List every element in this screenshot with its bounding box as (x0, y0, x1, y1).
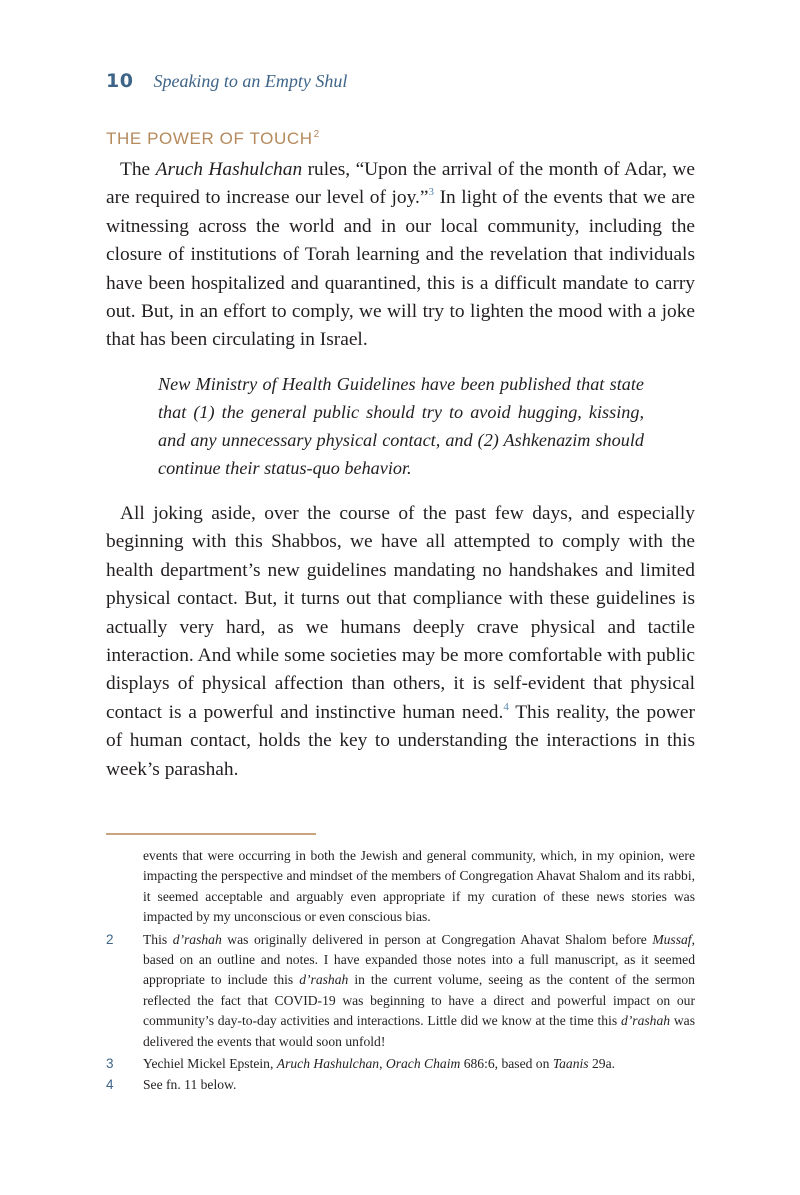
footnote-number: 3 (106, 1056, 114, 1072)
text-run: This reality, the power of human contact, holds the key to understanding the interactions in this week’s parashah. (106, 701, 695, 780)
text-run: rules, “Upon the arrival of the month of Adar, we are required to increase our level of joy.” (106, 159, 695, 209)
footnote-ref[interactable]: 2 (313, 129, 320, 140)
footnote-text: events that were occurring in both the Jewish and general community, which, in my opinion, were impacting the perspective and mindset of the members of Congregation Ahavat Shalom and its rabbi, it seemed acceptable and arguably even appropriate if my curation of these news stories was impacted by my unconscious or even conscious bias. (143, 848, 695, 925)
footnote-ref[interactable]: 4 (503, 700, 509, 713)
section-heading-text: THE POWER OF TOUCH (106, 129, 313, 148)
text-run: The (120, 159, 156, 180)
italic-title: Aruch Hashulchan (155, 159, 303, 180)
page-number: 10 (106, 70, 134, 92)
body-paragraph (106, 500, 695, 784)
footnote-text: Yechiel Mickel Epstein, Aruch Hashulchan, Orach Chaim 686:6, based on Taanis 29a. (143, 1056, 616, 1072)
footnote-divider (106, 833, 316, 835)
footnote-3 (106, 1054, 695, 1074)
block-quote: New Ministry of Health Guidelines have been published that state that (1) the general public should try to avoid hugging, kissing, and any unnecessary physical contact, and (2) Ashkenazim should continue their status-quo behavior. (158, 374, 644, 478)
footnotes (106, 846, 695, 1096)
running-head (106, 70, 347, 98)
footnote-continuation (106, 846, 695, 928)
text-run: In light of the events that we are witnessing across the world and in our local community, including the closure of institutions of Torah learning and the revelation that individuals have been hospitalized and quarantined, this is a difficult mandate to carry out. But, in an effort to comply, we will try to lighten the mood with a joke that has been circulating in Israel. (106, 187, 695, 351)
footnote-number: 2 (106, 931, 114, 947)
footnote-2 (106, 930, 695, 1052)
book-title: Speaking to an Empty Shul (153, 71, 348, 91)
footnote-number: 4 (106, 1077, 114, 1093)
footnote-ref[interactable]: 3 (428, 186, 434, 199)
section-heading (106, 129, 320, 149)
footnote-text: See fn. 11 below. (143, 1077, 237, 1093)
footnote-text: This d’rashah was originally delivered in person at Congregation Ahavat Shalom before Mussaf, based on an outline and notes. I have expanded those notes into a full manuscript, as it seemed appropriate to include this d’rashah in the current volume, seeing as the content of the sermon reflected the fact that COVID-19 was beginning to have a direct and powerful impact on our community’s day-to-day activities and interactions. Little did we know at the time this d’rashah was delivered the events that would soon unfold! (143, 931, 695, 1049)
body-paragraph (106, 156, 695, 355)
text-run: All joking aside, over the course of the past few days, and especially beginning with this Shabbos, we have all attempted to comply with the health department’s new guidelines mandating no handshakes and limited physical contact. But, it turns out that compliance with these guidelines is actually very hard, as we humans deeply crave physical and tactile interaction. And while some societies may be more comfortable with public displays of physical affection than others, it is self-evident that physical contact is a powerful and instinctive human need. (106, 503, 695, 723)
footnote-4 (106, 1075, 695, 1095)
